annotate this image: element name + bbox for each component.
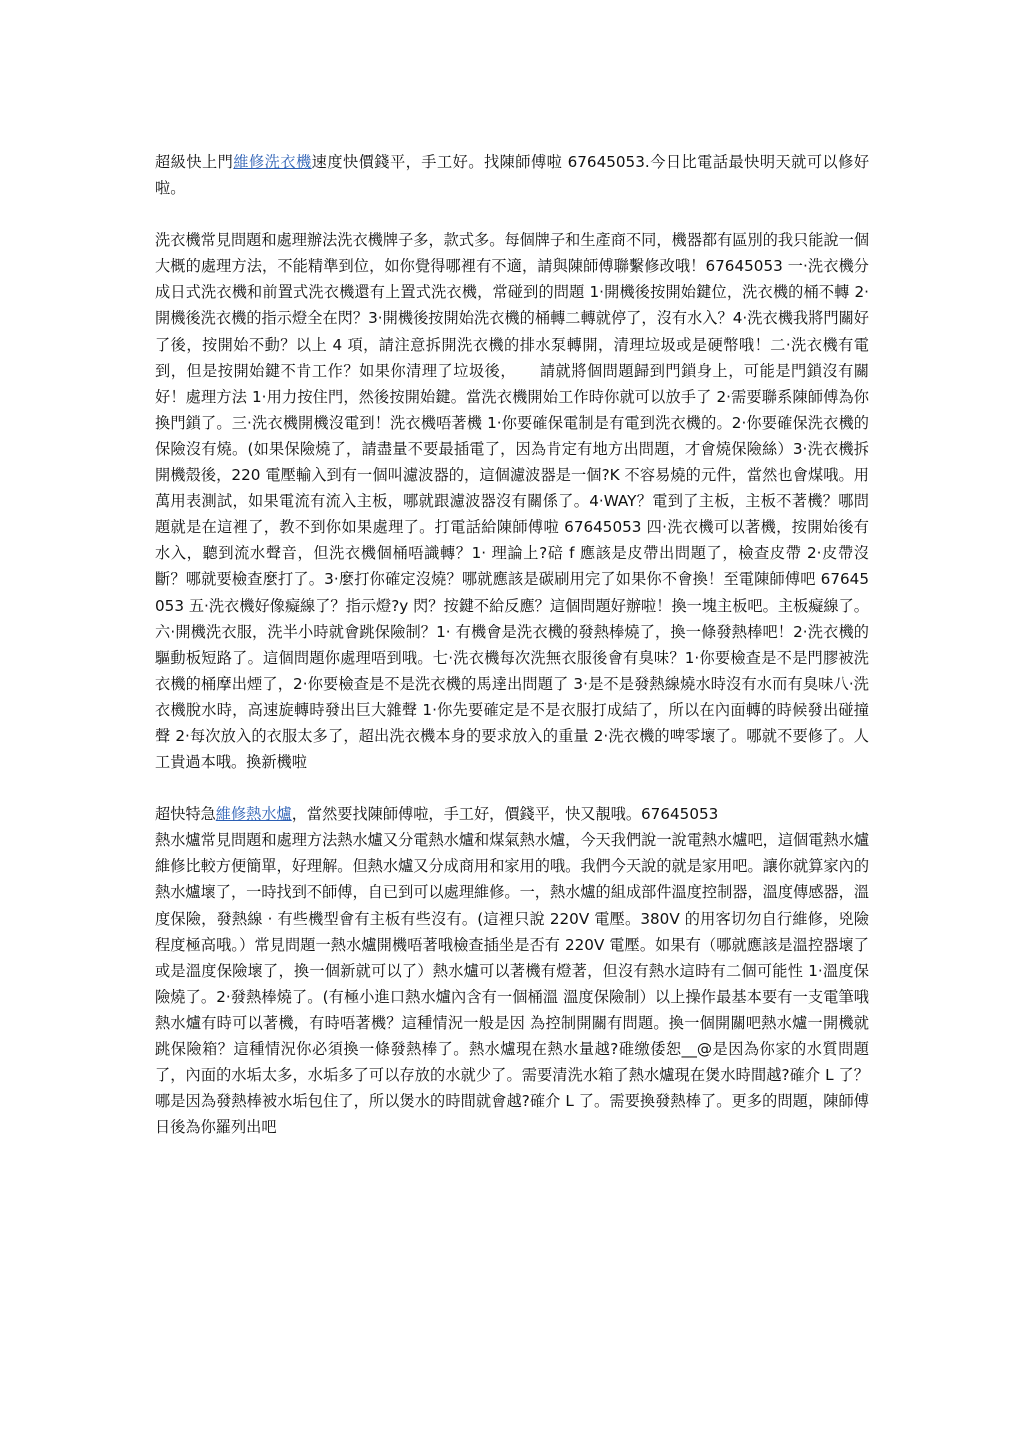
paragraph-spacer bbox=[155, 775, 869, 801]
heater-faq-body: 熱水爐常見問題和處理方法熱水爐又分電熱水爐和煤氣熱水爐，今天我們說一說電熱水爐吧，這個電熱水爐維修比較方便簡單，好理解。但熱水爐又分成商用和家用的哦。我們今天說的就是家用吧。讓你就算家內的熱水爐壞了，一時找到不師傅，自已到可以處理維修。一，熱水爐的組成部件溫度控制器，溫度傳感器，溫度保險，發熱線 · 有些機型會有主板有些沒有。(這裡只說 220V 電壓。380V 的用客切勿自行維修，兇險程度極高哦。）常見問題一熱水爐開機唔著哦檢查插坐是否有 220V 電壓。如果有（哪就應該是溫控器壞了或是溫度保險壞了，換一個新就可以了）熱水爐可以著機有燈著，但沒有熱水這時有二個可能性 1·溫度保險燒了。2·發熱棒燒了。(有極小進口熱水爐內含有一個桶溫 溫度保險制）以上操作最基本要有一支電筆哦熱水爐有時可以著機，有時唔著機？這種情況一般是因 為控制開關有問題。換一個開關吧熱水爐一開機就跳保險箱？這種情況你必須換一條發熱棒了。熱水爐現在熱水量越?碓缴倭恕__@是因為你家的水質問題了，內面的水垢太多，水垢多了可以存放的水就少了。需要清洗水箱了熱水爐現在煲水時間越?確介 L 了？哪是因為發熱棒被水垢包住了，所以煲水的時間就會越?確介 L 了。需要換發熱棒了。更多的問題，陳師傅日後為你羅列出吧 bbox=[155, 831, 869, 1137]
washer-intro-before: 超級快上門 bbox=[155, 153, 234, 171]
washer-repair-link[interactable]: 維修洗衣機 bbox=[233, 153, 312, 171]
washer-faq-body: 洗衣機常見問題和處理辦法洗衣機牌子多，款式多。每個牌子和生產商不同，機器都有區別的我只能說一個大概的處理方法，不能精準到位，如你覺得哪裡有不適，請與陳師傅聯繫修改哦！67645053 一·洗衣機分成日式洗衣機和前置式洗衣機還有上置式洗衣機，常碰到的問題 1·開機後按開始鍵位，洗衣機的桶不轉 2·開機後洗衣機的指示燈全在閃？3·開機後按開始洗衣機的桶轉二轉就停了，沒有水入？4·洗衣機我將門關好了後，按開始不動？以上 4 項，請注意拆開洗衣機的排水泵轉開，清理垃圾或是硬幣哦！二·洗衣機有電到，但是按開始鍵不肯工作？如果你清理了垃圾後， 請就將個問題歸到門鎖身上，可能是門鎖沒有關好！處理方法 1·用力按住門，然後按開始鍵。當洗衣機開始工作時你就可以放手了 2·需要聯系陳師傅為你換門鎖了。三·洗衣機開機沒電到！洗衣機唔著機 1·你要確保電制是有電到洗衣機的。2·你要確保洗衣機的保險沒有燒。(如果保險燒了，請盡量不要最插電了，因為肯定有地方出問題，才會燒保險絲）3·洗衣機拆開機殼後，220 電壓輸入到有一個叫濾波器的，這個濾波器是一個?K 不容易燒的元件，當然也會煤哦。用萬用表測試，如果電流有流入主板，哪就跟濾波器沒有關係了。4·WAY？電到了主板，主板不著機？哪問題就是在這裡了，教不到你如果處理了。打電話給陳師傅啦 67645053 四·洗衣機可以著機，按開始後有水入，聽到流水聲音，但洗衣機個桶唔識轉？1· 理論上?碚 f 應該是皮帶出問題了，檢查皮帶 2·皮帶沒斷？哪就要檢查麼打了。3·麼打你確定沒燒？哪就應該是碳刷用完了如果你不會換！至電陳師傅吧 67645053 五·洗衣機好像癡線了？指示燈?y 閃？按鍵不給反應？這個問題好辦啦！換一塊主板吧。主板癡線了。六·開機洗衣服，洗半小時就會跳保險制？1· 有機會是洗衣機的發熱棒燒了，換一條發熱棒吧！2·洗衣機的驅動板短路了。這個問題你處理唔到哦。七·洗衣機每次洗無衣服後會有臭味？1·你要檢查是不是門膠被洗衣機的桶摩出煙了，2·你要檢查是不是洗衣機的馬達出問題了 3·是不是發熱線燒水時沒有水而有臭味八·洗衣機脫水時，高速旋轉時發出巨大雜聲 1·你先要確定是不是衣服打成結了，所以在內面轉的時候發出碰撞聲 2·每次放入的衣服太多了，超出洗衣機本身的要求放入的重量 2·洗衣機的啤零壞了。哪就不要修了。人工貴過本哦。換新機啦 bbox=[155, 231, 869, 772]
heater-intro-before: 超快特急 bbox=[155, 805, 216, 824]
paragraph-spacer bbox=[155, 201, 869, 227]
document-page bbox=[155, 149, 869, 1140]
washer-intro bbox=[155, 149, 869, 201]
heater-repair-link[interactable]: 維修熱水爐 bbox=[215, 805, 292, 824]
washer-intro-after: 速度快價錢平，手工好。找陳師傅啦 67645053.今日比電話最快明天就可以修好啦。 bbox=[155, 153, 870, 198]
heater-intro-after: ，當然要找陳師傅啦，手工好，價錢平，快又靚哦。67645053 bbox=[291, 805, 719, 824]
heater-intro bbox=[155, 801, 869, 827]
